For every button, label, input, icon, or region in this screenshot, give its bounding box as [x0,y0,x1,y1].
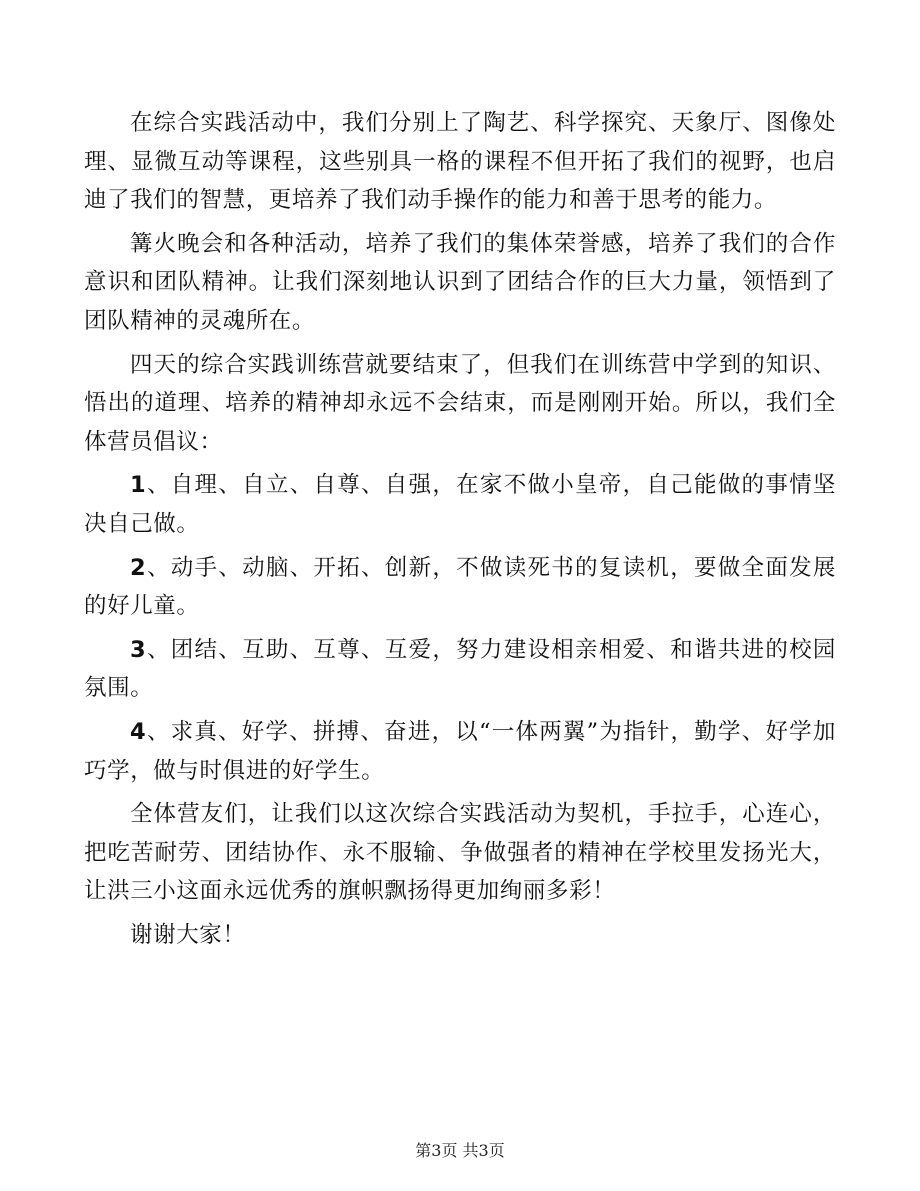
proposal-item-2 [84,549,836,626]
proposal-item-1 [84,466,836,543]
page-number-footer: 第3页 共3页 [415,1141,505,1160]
proposal-text: 、团结、互助、互尊、互爱，努力建设相亲相爱、和谐共进的校园氛围。 [84,636,836,702]
proposal-number: 2 [130,554,147,581]
proposal-number: 3 [130,636,147,663]
proposal-number: 4 [130,718,147,745]
proposal-text: 、动手、动脑、开拓、创新，不做读死书的复读机，要做全面发展的好儿童。 [84,554,836,620]
paragraph-thanks: 谢谢大家！ [130,921,246,948]
proposal-text: 、求真、好学、拼搏、奋进，以“一体两翼”为指针，勤学、好学加巧学，做与时俱进的好学生。 [84,718,836,784]
proposal-item-4 [84,713,836,790]
paragraph-proposal-intro: 四天的综合实践训练营就要结束了，但我们在训练营中学到的知识、悟出的道理、培养的精神却永远不会结束，而是刚刚开始。所以，我们全体营员倡议： [84,351,836,455]
paragraph-closing: 全体营友们，让我们以这次综合实践活动为契机，手拉手，心连心，把吃苦耐劳、团结协作、永不服输、争做强者的精神在学校里发扬光大，让洪三小这面永远优秀的旗帜飘扬得更加绚丽多彩！ [84,801,836,905]
proposal-item-3 [84,631,836,708]
proposal-number: 1 [130,472,147,499]
paragraph-activities: 在综合实践活动中，我们分别上了陶艺、科学探究、天象厅、图像处理、显微互动等课程，这些别具一格的课程不但开拓了我们的视野，也启迪了我们的智慧，更培养了我们动手操作的能力和善于思考的能力。 [84,110,836,214]
paragraph-campfire: 篝火晚会和各种活动，培养了我们的集体荣誉感，培养了我们的合作意识和团队精神。让我们深刻地认识到了团结合作的巨大力量，领悟到了团队精神的灵魂所在。 [84,230,836,334]
proposal-text: 、自理、自立、自尊、自强，在家不做小皇帝，自己能做的事情坚决自己做。 [84,472,836,537]
document-body [84,104,836,959]
